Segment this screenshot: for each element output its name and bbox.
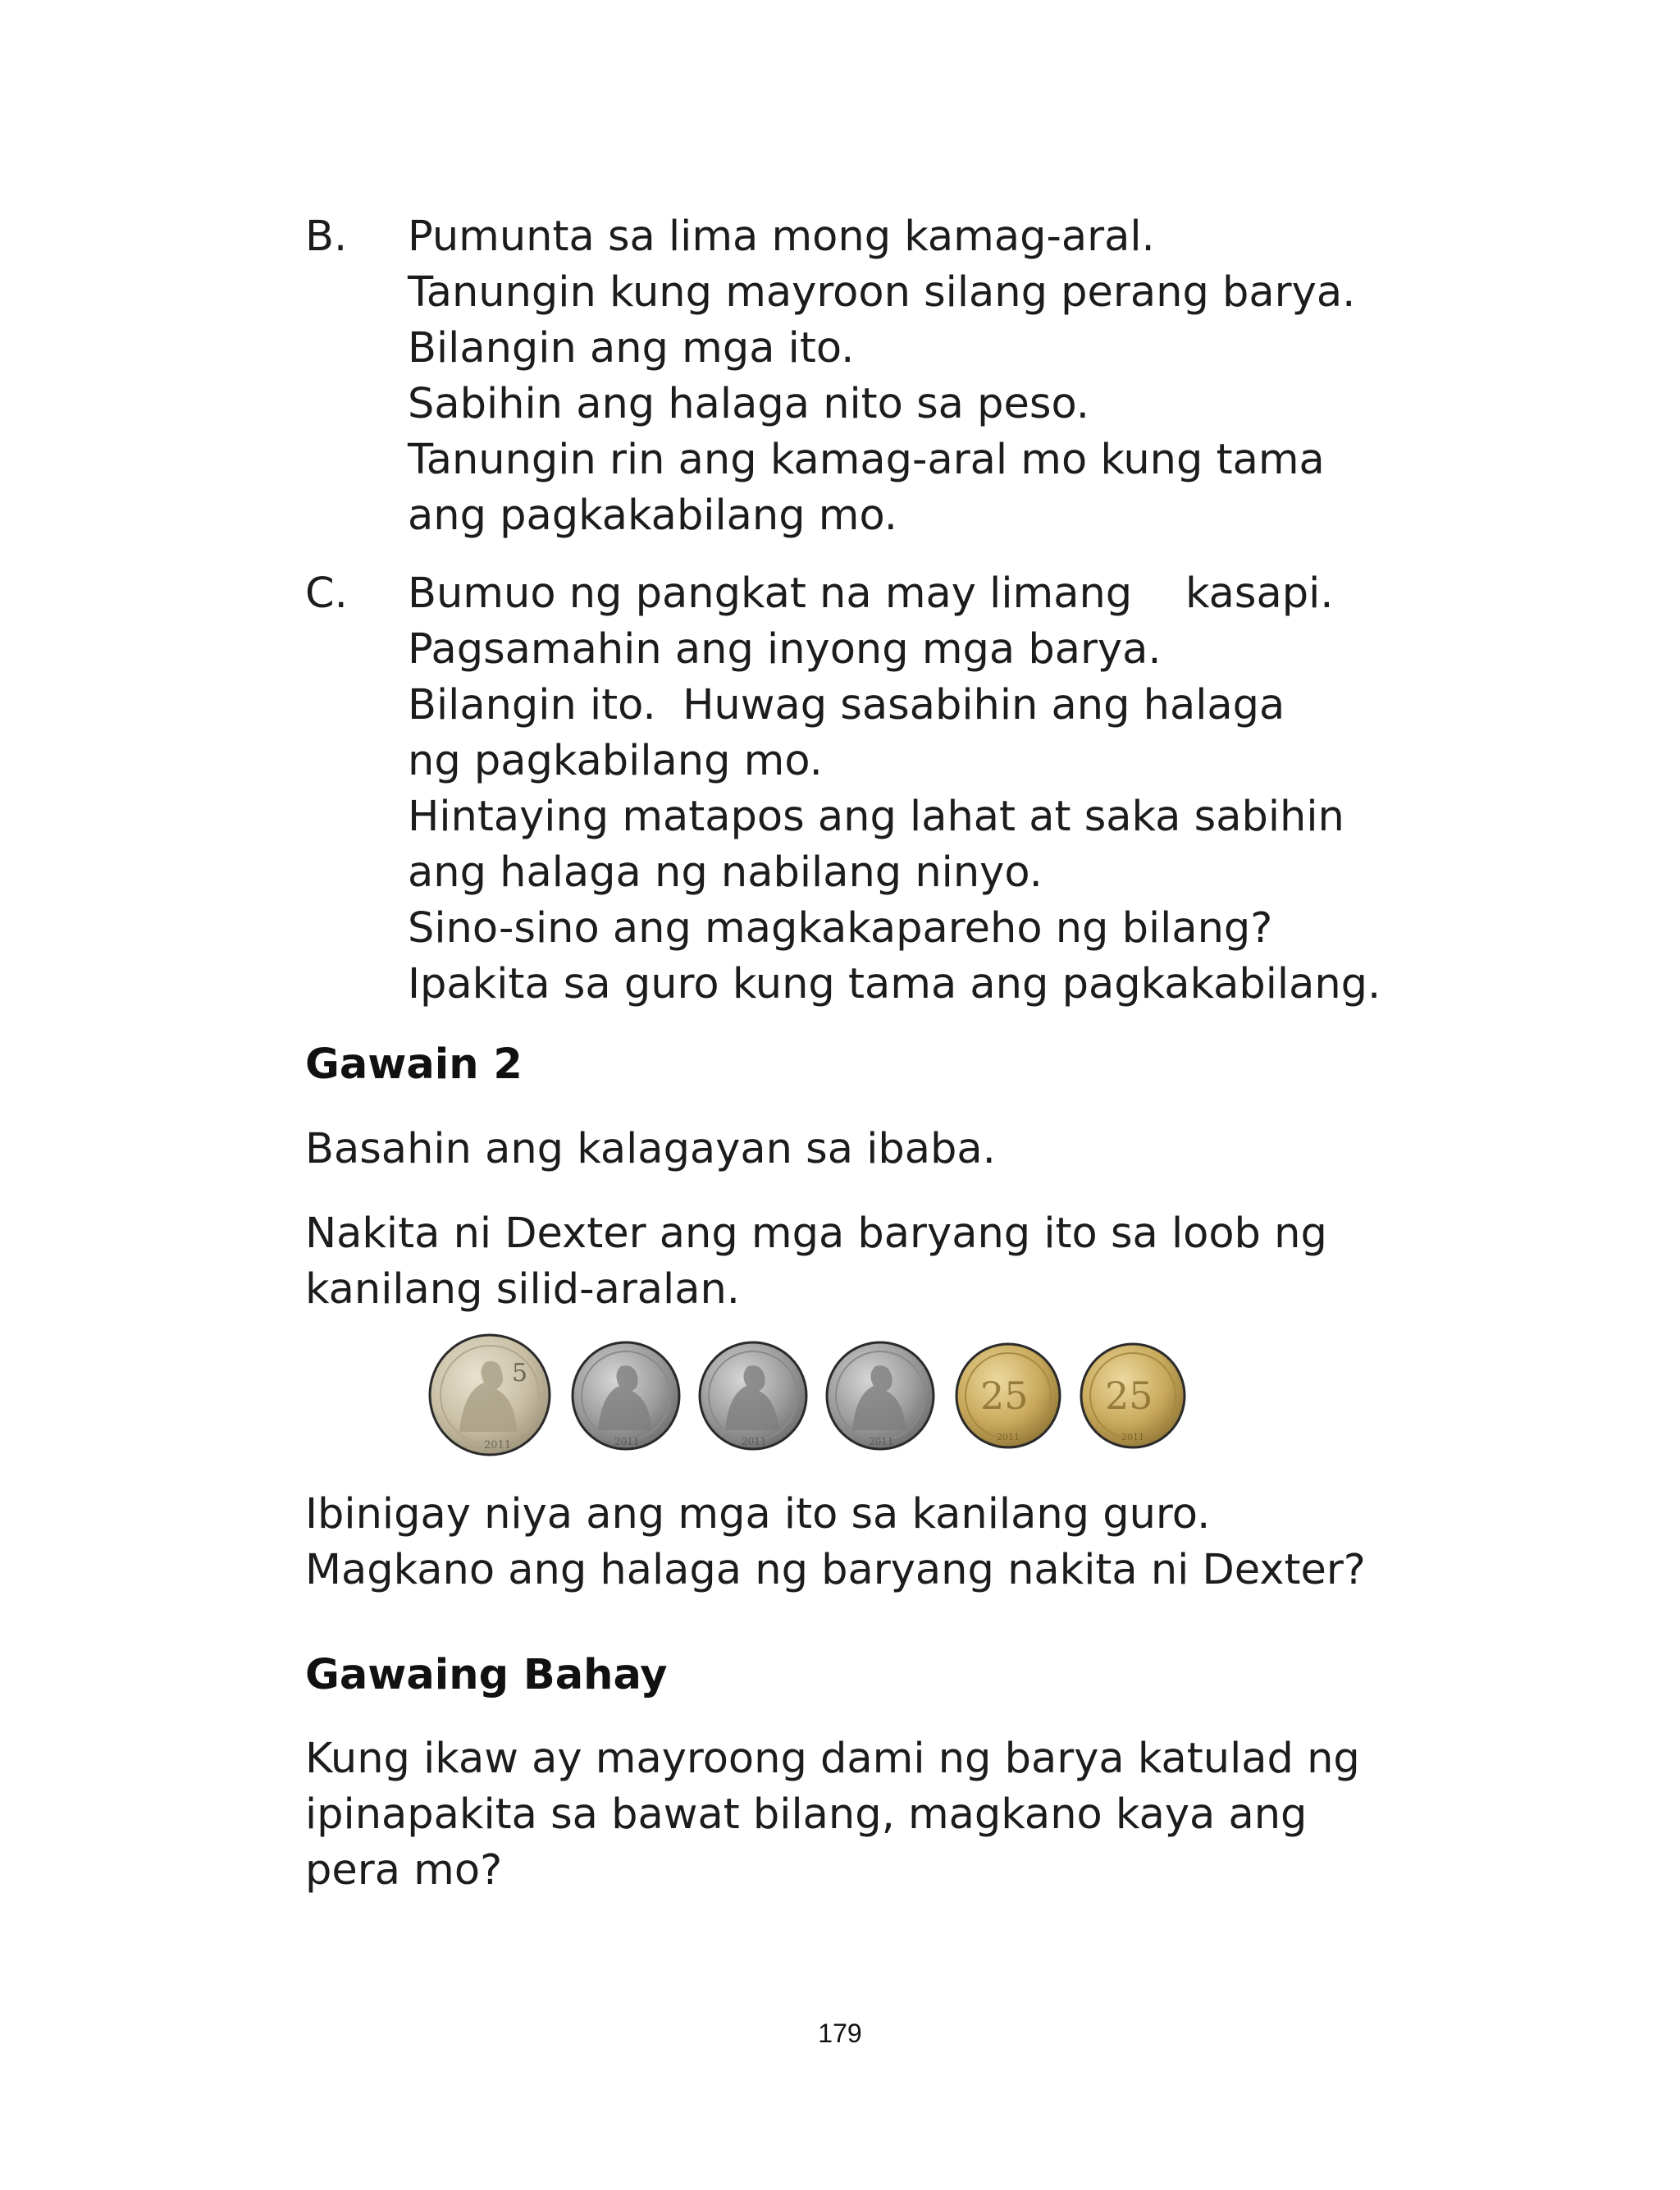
gawain-2-intro: Basahin ang kalagayan sa ibaba. [305, 1125, 996, 1173]
svg-text:25: 25 [1105, 1374, 1153, 1418]
one-peso-coin-icon [697, 1340, 809, 1452]
svg-text:2011: 2011 [1121, 1432, 1144, 1442]
section-c-marker: C. [305, 569, 348, 618]
svg-text:2011: 2011 [997, 1432, 1020, 1442]
five-peso-coin-icon [427, 1333, 553, 1456]
section-b-line: Pumunta sa lima mong kamag-aral. [408, 213, 1155, 261]
gawain-2-question-line: Magkano ang halaga ng baryang nakita ni Dexter? [305, 1546, 1366, 1594]
gawaing-bahay-line: pera mo? [305, 1846, 503, 1895]
svg-text:25: 25 [980, 1374, 1029, 1418]
section-c-line: Sino-sino ang magkakapareho ng bilang? [408, 904, 1273, 953]
section-b-line: Bilangin ang mga ito. [408, 324, 855, 373]
one-peso-coin-icon [824, 1340, 936, 1452]
section-c-line: Ipakita sa guro kung tama ang pagkakabilang. [408, 960, 1381, 1008]
svg-text:2011: 2011 [484, 1439, 512, 1452]
gawaing-bahay-heading: Gawaing Bahay [305, 1651, 668, 1699]
section-b-marker: B. [305, 213, 348, 261]
gawain-2-paragraph-line: Nakita ni Dexter ang mga baryang ito sa loob ng [305, 1209, 1327, 1258]
section-b-line: Tanungin kung mayroon silang perang barya. [408, 268, 1356, 317]
section-c-line: Bilangin ito. Huwag sasabihin ang halaga [408, 681, 1285, 729]
section-b-line: ang pagkakabilang mo. [408, 491, 898, 540]
gawain-2-heading: Gawain 2 [305, 1040, 523, 1089]
twenty-five-sentimo-coin-icon [954, 1342, 1062, 1450]
section-b-line: Tanungin rin ang kamag-aral mo kung tama [408, 436, 1325, 484]
section-c-line: ng pagkabilang mo. [408, 737, 823, 785]
coin-row [427, 1333, 1198, 1456]
section-c-line: Hintaying matapos ang lahat at saka sabihin [408, 793, 1344, 841]
twenty-five-sentimo-coin-icon [1079, 1342, 1187, 1450]
one-peso-coin-icon [570, 1340, 682, 1452]
gawain-2-paragraph-line: kanilang silid-aralan. [305, 1265, 740, 1314]
section-c-line: ang halaga ng nabilang ninyo. [408, 848, 1043, 897]
page-number: 179 [818, 2019, 862, 2048]
gawaing-bahay-line: ipinapakita sa bawat bilang, magkano kaya ang [305, 1790, 1308, 1839]
svg-text:2011: 2011 [742, 1436, 767, 1447]
svg-text:2011: 2011 [614, 1436, 640, 1447]
gawain-2-question-line: Ibinigay niya ang mga ito sa kanilang guro. [305, 1490, 1211, 1538]
svg-text:2011: 2011 [869, 1436, 894, 1447]
section-c-line: Pagsamahin ang inyong mga barya. [408, 625, 1162, 674]
section-c-line: Bumuo ng pangkat na may limang kasapi. [408, 569, 1334, 618]
gawaing-bahay-line: Kung ikaw ay mayroong dami ng barya katulad ng [305, 1735, 1360, 1783]
section-b-line: Sabihin ang halaga nito sa peso. [408, 380, 1089, 428]
svg-text:5: 5 [512, 1359, 528, 1388]
